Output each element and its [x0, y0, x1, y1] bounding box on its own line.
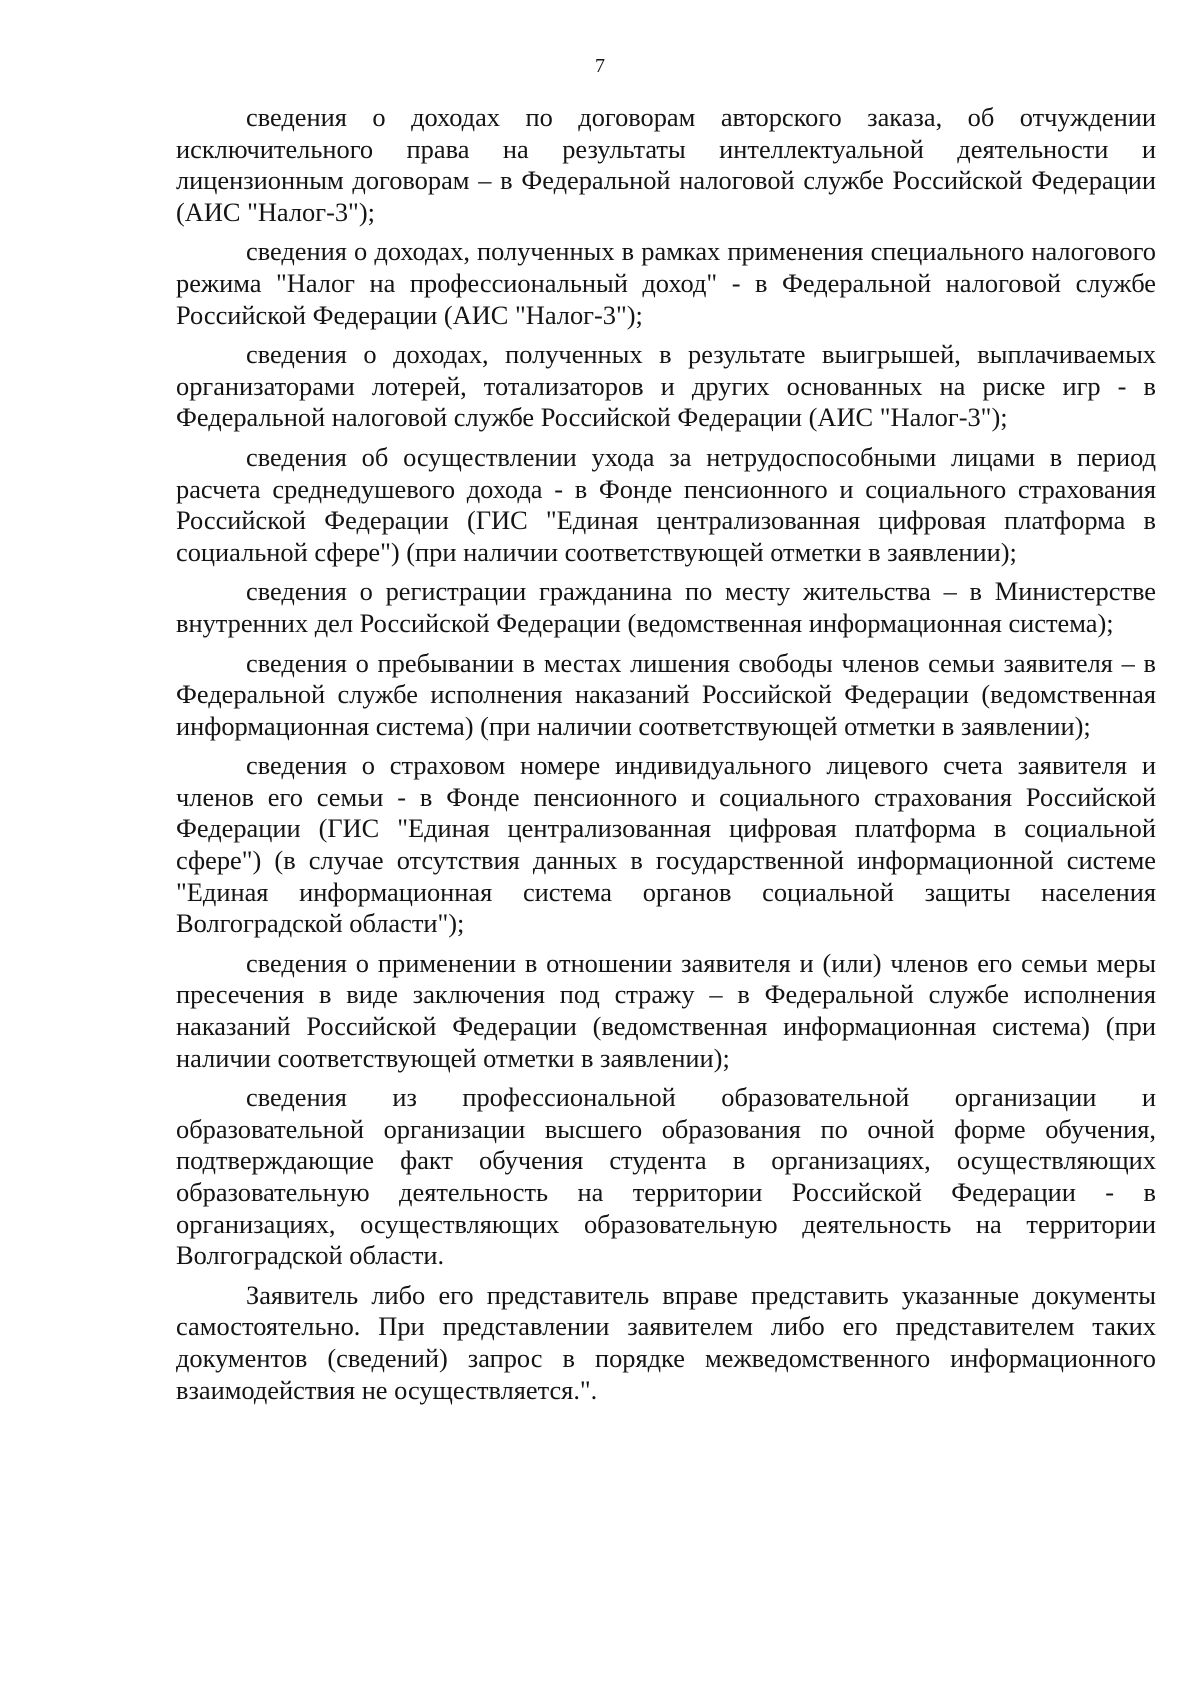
paragraph-care-for-disabled: сведения об осуществлении ухода за нетрудоспособными лицами в период расчета среднедушевого дохода - в Фонде пенсионного и социального страхования Российской Федерации (ГИС "Единая централизованная цифровая платформа в социальной сфере") (при наличии соответствующей отметки в заявлении); — [176, 441, 1156, 567]
paragraph-student-education: сведения из профессиональной образовательной организации и образовательной организации высшего образования по очной форме обучения, подтверждающие факт обучения студента в организациях, осуществляющих образовательную деятельность на территории Российской Федерации - в организациях, осуществляющих образовательную деятельность на территории Волгоградской области. — [176, 1082, 1156, 1271]
paragraph-tax-copyright-income: сведения о доходах по договорам авторского заказа, об отчуждении исключительного права на результаты интеллектуальной деятельности и лицензионным договорам – в Федеральной налоговой службе Российской Федерации (АИС "Налог-3"); — [176, 102, 1156, 227]
paragraph-custody-measure: сведения о применении в отношении заявителя и (или) членов его семьи меры пресечения в виде заключения под стражу – в Федеральной службе исполнения наказаний Российской Федерации (ведомственная информационная система) (при наличии соответствующей отметки в заявлении); — [176, 947, 1156, 1073]
paragraph-insurance-number: сведения о страховом номере индивидуального лицевого счета заявителя и членов его семьи - в Фонде пенсионного и социального страхования Российской Федерации (ГИС "Единая централизованная цифровая платформа в социальной сфере") (в случае отсутствия данных в государственной информационной системе "Единая информационная система органов социальной защиты населения Волгоградской области"); — [176, 750, 1156, 939]
paragraph-applicant-documents: Заявитель либо его представитель вправе представить указанные документы самостоятельно. При представлении заявителем либо его представителем таких документов (сведений) запрос в порядке межведомственного информационного взаимодействия не осуществляется.". — [176, 1279, 1156, 1405]
paragraph-imprisonment-family: сведения о пребывании в местах лишения свободы членов семьи заявителя – в Федеральной службе исполнения наказаний Российской Федерации (ведомственная информационная система) (при наличии соответствующей отметки в заявлении); — [176, 647, 1156, 741]
paragraph-residence-registration: сведения о регистрации гражданина по месту жительства – в Министерстве внутренних дел Российской Федерации (ведомственная информационная система); — [176, 576, 1156, 638]
document-body — [176, 102, 1156, 1406]
paragraph-professional-income-tax: сведения о доходах, полученных в рамках применения специального налогового режима "Налог на профессиональный доход" - в Федеральной налоговой службе Российской Федерации (АИС "Налог-3"); — [176, 236, 1156, 330]
paragraph-lottery-winnings: сведения о доходах, полученных в результате выигрышей, выплачиваемых организаторами лотерей, тотализаторов и других основанных на риске игр - в Федеральной налоговой службе Российской Федерации (АИС "Налог-3"); — [176, 339, 1156, 433]
page-number: 7 — [595, 55, 605, 77]
